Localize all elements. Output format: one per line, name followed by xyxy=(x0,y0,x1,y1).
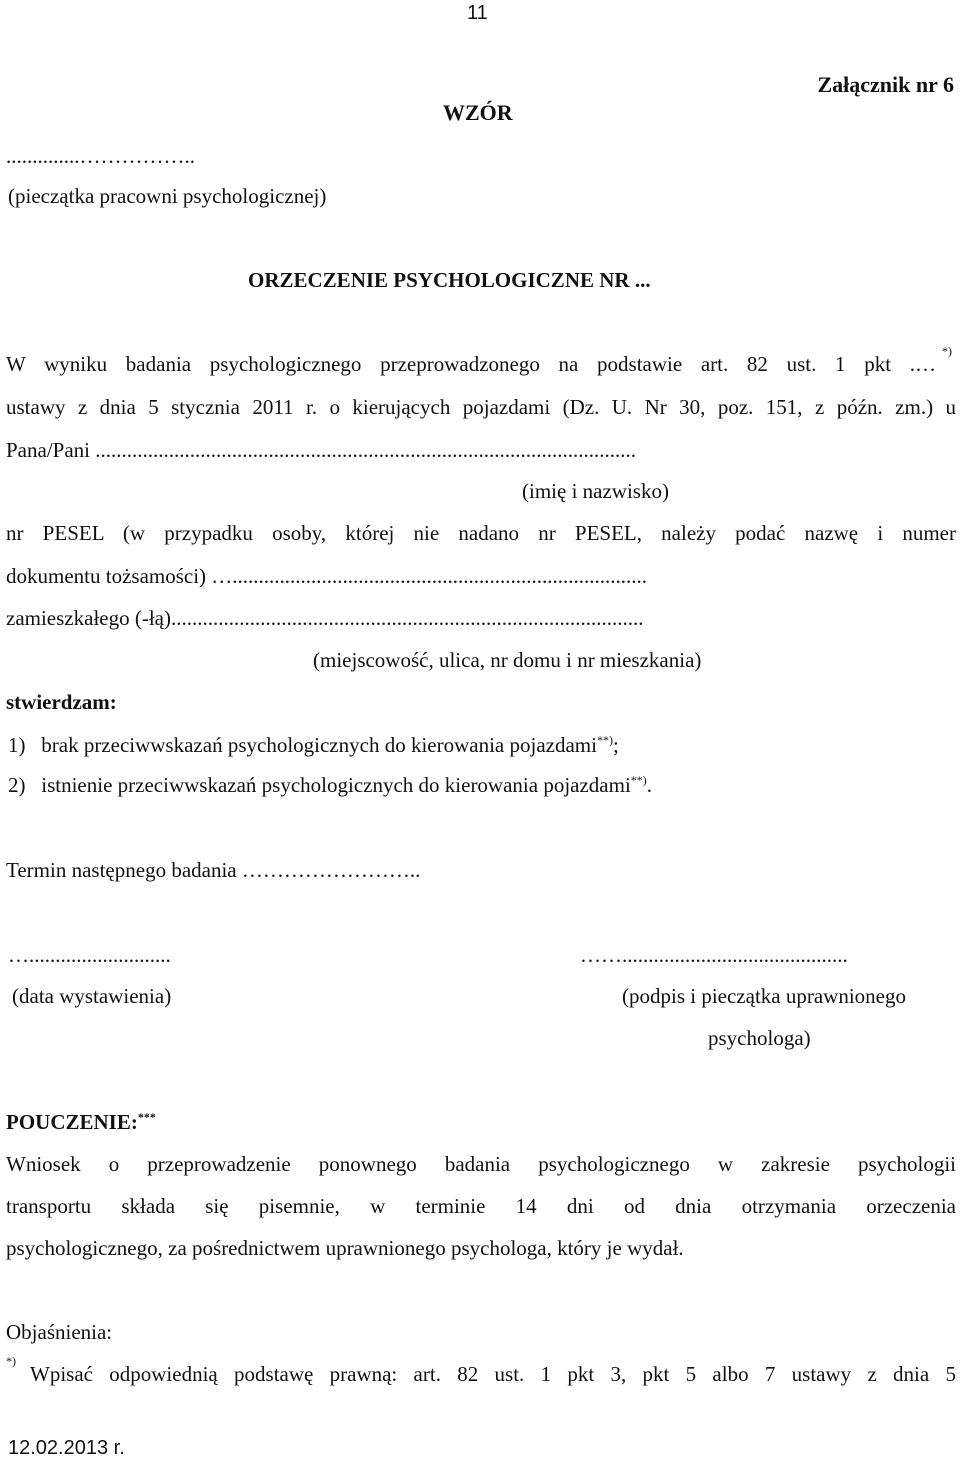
pouczenie-mark: *** xyxy=(137,1110,156,1124)
intro-line-1: W wyniku badania psychologicznego przeprowadzonego na podstawie art. 82 ust. 1 pkt .… xyxy=(6,352,936,376)
option-1-mark: **) xyxy=(596,733,613,747)
option-2-mark: **) xyxy=(630,773,647,787)
pouczenie-line-2: transportu składa się pisemnie, w terminie 14 dni od dnia otrzymania orzeczenia xyxy=(6,1194,956,1218)
option-2-number: 2) xyxy=(8,773,26,797)
footer-date: 12.02.2013 r. xyxy=(8,1437,125,1459)
pattern-label: WZÓR xyxy=(443,100,513,125)
option-1-text: brak przeciwwskazań psychologicznych do kierowania pojazdami xyxy=(41,733,597,757)
footnote-mark: *) xyxy=(6,1354,16,1368)
name-caption: (imię i nazwisko) xyxy=(522,479,669,503)
option-1: 1) brak przeciwwskazań psychologicznych do kierowania pojazdami**); xyxy=(8,733,619,757)
stamp-caption: (pieczątka pracowni psychologicznej) xyxy=(8,184,327,208)
option-2-text: istnienie przeciwwskazań psychologicznych do kierowania pojazdami xyxy=(41,773,631,797)
stwierdzam-label: stwierdzam: xyxy=(6,690,117,714)
next-exam-line: Termin następnego badania …………………….. xyxy=(6,858,421,882)
intro-line-2: ustawy z dnia 5 stycznia 2011 r. o kierujących pojazdami (Dz. U. Nr 30, poz. 151, z późn. zm.) u xyxy=(6,395,956,419)
signature-caption-2: psychologa) xyxy=(708,1026,811,1050)
date-dots: …........................... xyxy=(8,943,171,967)
pana-pani-line: Pana/Pani ....................................................................................................... xyxy=(6,438,636,462)
address-caption: (miejscowość, ulica, nr domu i nr mieszkania) xyxy=(313,648,702,672)
pouczenie-line-3: psychologicznego, za pośrednictwem uprawnionego psychologa, który je wydał. xyxy=(6,1236,684,1260)
date-caption: (data wystawienia) xyxy=(12,984,172,1008)
pesel-line: nr PESEL (w przypadku osoby, której nie nadano nr PESEL, należy podać nazwę i numer xyxy=(6,521,956,545)
pouczenie-heading: POUCZENIE:*** xyxy=(6,1110,156,1134)
intro-footnote-mark: *) xyxy=(942,344,952,358)
footnote-text: Wpisać odpowiednią podstawę prawną: art. 82 ust. 1 pkt 3, pkt 5 albo 7 ustawy z dnia 5 xyxy=(30,1362,956,1386)
document-id-line: dokumentu tożsamości) …............................................................................... xyxy=(6,564,648,588)
objasnienia-heading: Objaśnienia: xyxy=(6,1320,113,1344)
stamp-dots: ..............…………….. xyxy=(6,144,195,168)
signature-dots: ……........................................... xyxy=(580,943,848,967)
address-line: zamieszkałego (-łą).......................................................................................... xyxy=(6,606,644,630)
option-1-number: 1) xyxy=(8,733,26,757)
page-number: 11 xyxy=(467,2,488,24)
document-title: ORZECZENIE PSYCHOLOGICZNE NR ... xyxy=(248,268,651,292)
signature-caption-1: (podpis i pieczątka uprawnionego xyxy=(622,984,906,1008)
pouczenie-line-1: Wniosek o przeprowadzenie ponownego badania psychologicznego w zakresie psychologii xyxy=(6,1152,956,1176)
option-2: 2) istnienie przeciwwskazań psychologicznych do kierowania pojazdami**). xyxy=(8,773,653,797)
annex-label: Załącznik nr 6 xyxy=(817,72,954,97)
